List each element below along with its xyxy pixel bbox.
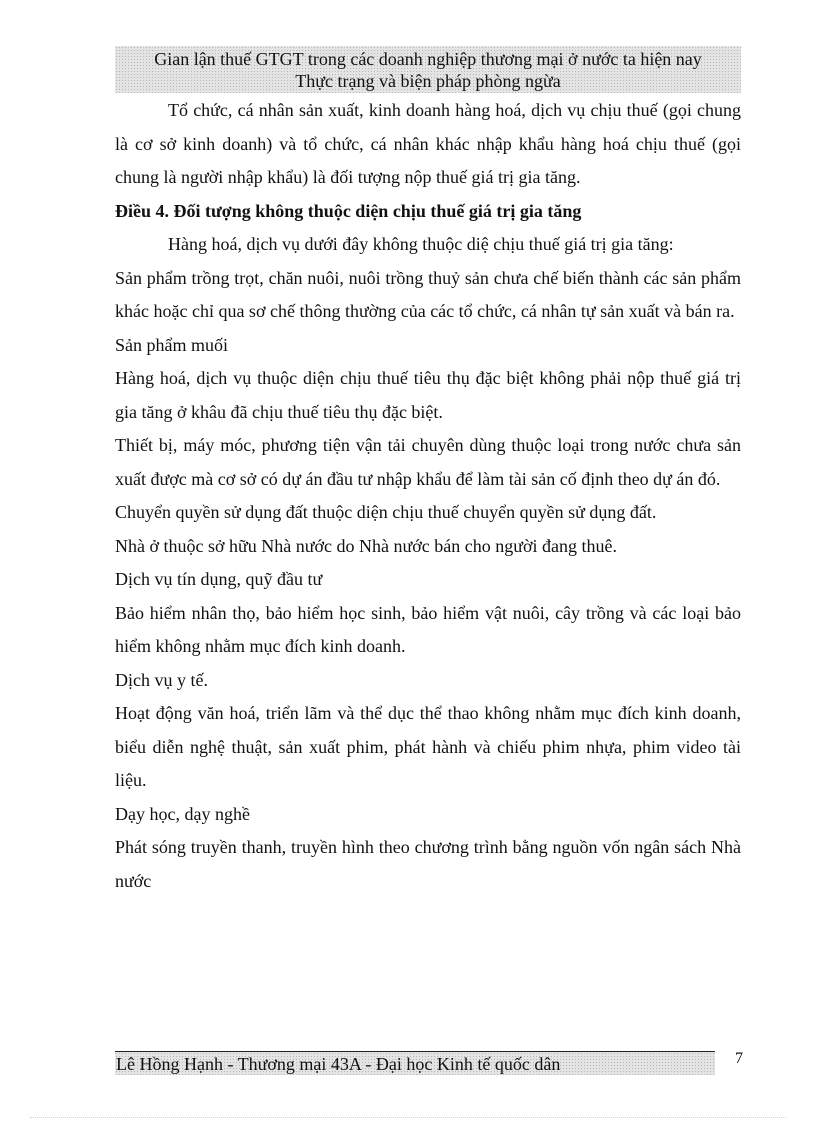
list-item: Dịch vụ tín dụng, quỹ đầu tư <box>115 569 323 589</box>
list-item: Thiết bị, máy móc, phương tiện vận tải chuyên dùng thuộc loại trong nước chưa sản xuất được mà cơ sở có dự án đầu tư nhập khẩu để làm tài sản cố định theo dự án đó. <box>115 435 741 489</box>
header-title-line-1: Gian lận thuế GTGT trong các doanh nghiệp thương mại ở nước ta hiện nay <box>154 49 702 69</box>
list-item: Sản phẩm muối <box>115 334 228 355</box>
list-item: Hoạt động văn hoá, triển lãm và thể dục thể thao không nhằm mục đích kinh doanh, biểu diễn nghệ thuật, sản xuất phim, phát hành và chiếu phim nhựa, phim video tài liệu. <box>115 703 741 790</box>
article-4-heading: Điều 4. Đối tượng không thuộc diện chịu thuế giá trị gia tăng <box>115 200 582 221</box>
paragraph-taxpayers: Tổ chức, cá nhân sản xuất, kinh doanh hàng hoá, dịch vụ chịu thuế (gọi chung là cơ sở kinh doanh) và tổ chức, cá nhân khác nhập khẩu hàng hoá chịu thuế (gọi chung là người nhập khẩu) là đối tượng nộp thuế giá trị gia tăng. <box>115 100 741 187</box>
paragraph-intro-list: Hàng hoá, dịch vụ dưới đây không thuộc diệ chịu thuế giá trị gia tăng: <box>168 234 674 254</box>
list-item: Phát sóng truyền thanh, truyền hình theo chương trình bằng nguồn vốn ngân sách Nhà nước <box>115 837 741 891</box>
list-item: Hàng hoá, dịch vụ thuộc diện chịu thuế tiêu thụ đặc biệt không phải nộp thuế giá trị gia tăng ở khâu đã chịu thuế tiêu thụ đặc biệt. <box>115 368 741 422</box>
list-item: Sản phẩm trồng trọt, chăn nuôi, nuôi trồng thuỷ sản chưa chế biến thành các sản phẩm khác hoặc chỉ qua sơ chế thông thường của các tổ chức, cá nhân tự sản xuất và bán ra. <box>115 267 741 321</box>
document-body <box>115 94 741 898</box>
page-number: 7 <box>735 1050 743 1067</box>
header-title-line-2: Thực trạng và biện pháp phòng ngừa <box>295 71 561 91</box>
list-item: Dịch vụ y tế. <box>115 669 208 690</box>
list-item: Bảo hiểm nhân thọ, bảo hiểm học sinh, bảo hiểm vật nuôi, cây trồng và các loại bảo hiểm không nhằm mục đích kinh doanh. <box>115 602 741 656</box>
list-item: Dạy học, dạy nghề <box>115 803 250 824</box>
list-item: Nhà ở thuộc sở hữu Nhà nước do Nhà nước bán cho người đang thuê. <box>115 535 618 556</box>
page-bottom-edge <box>30 1117 786 1118</box>
page-header <box>115 46 741 93</box>
page-footer: Lê Hồng Hạnh - Thương mại 43A - Đại học Kinh tế quốc dân <box>115 1052 715 1075</box>
list-item: Chuyển quyền sử dụng đất thuộc diện chịu thuế chuyển quyền sử dụng đất. <box>115 502 657 522</box>
